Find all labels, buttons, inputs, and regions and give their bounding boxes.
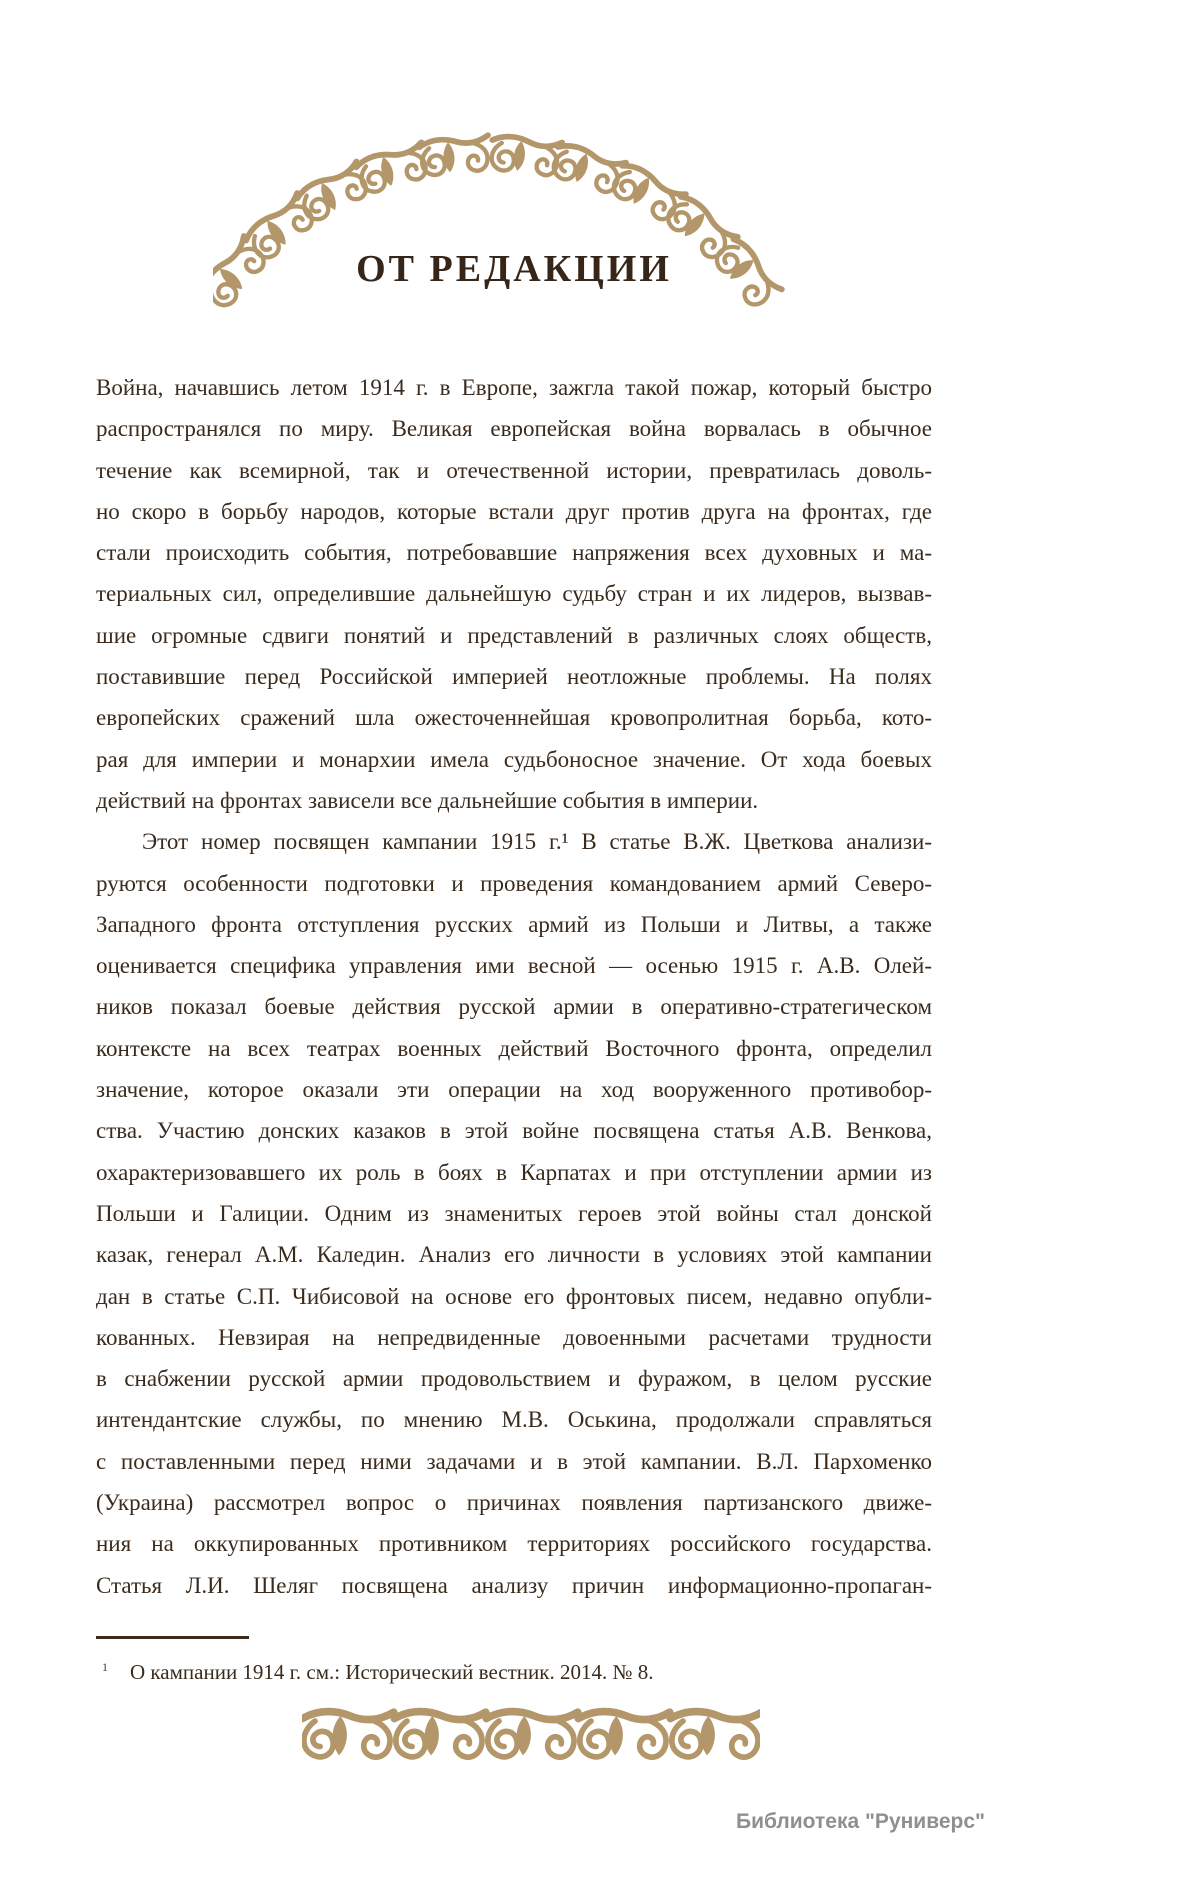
text-line: Польши и Галиции. Одним из знаменитых героев этой войны стал донской <box>96 1200 932 1226</box>
text-line: ства. Участию донских казаков в этой войне посвящена статья А.В. Венкова, <box>96 1118 932 1144</box>
text-line: (Украина) рассмотрел вопрос о причинах появления партизанского движе- <box>96 1490 932 1516</box>
text-line: интендантские службы, по мнению М.В. Оськина, продолжали справляться <box>96 1407 932 1433</box>
text-line: руются особенности подготовки и проведения командованием армий Северо- <box>96 870 932 896</box>
text-line: Этот номер посвящен кампании 1915 г.¹ В статье В.Ж. Цветкова анализи- <box>142 829 932 855</box>
watermark: Библиотека "Руниверс" <box>735 1810 985 1833</box>
text-line: Западного фронта отступления русских армий из Польши и Литвы, а также <box>96 911 932 937</box>
text-line: значение, которое оказали эти операции на ход вооруженного противобор- <box>96 1077 932 1103</box>
text-line: ния на оккупированных противником территориях российского государства. <box>96 1531 932 1557</box>
text-line: распространялся по миру. Великая европейская война ворвалась в обычное <box>96 416 932 442</box>
scrollwork-band-icon <box>302 1706 760 1766</box>
footnote <box>96 1652 932 1687</box>
text-line: поставившие перед Российской империей неотложные проблемы. На полях <box>96 664 932 690</box>
text-line: шие огромные сдвиги понятий и представлений в различных слоях обществ, <box>96 622 932 648</box>
bottom-ornament <box>302 1706 760 1766</box>
page-title: ОТ РЕДАКЦИИ <box>356 248 672 290</box>
text-line: течение как всемирной, так и отечественной истории, превратилась доволь- <box>96 457 932 483</box>
text-line: контексте на всех театрах военных действий Восточного фронта, определил <box>96 1035 932 1061</box>
text-line: териальных сил, определившие дальнейшую судьбу стран и их лидеров, вызвав- <box>96 581 932 607</box>
text-line: с поставленными перед ними задачами и в этой кампании. В.Л. Пархоменко <box>96 1448 932 1474</box>
text-line: рая для империи и монархии имела судьбоносное значение. От хода боевых <box>96 746 932 772</box>
text-line: в снабжении русской армии продовольствием и фуражом, в целом русские <box>96 1366 932 1392</box>
text-line: дан в статье С.П. Чибисовой на основе его фронтовых писем, недавно опубли- <box>96 1283 932 1309</box>
text-line: но скоро в борьбу народов, которые встали друг против друга на фронтах, где <box>96 498 932 524</box>
text-line: европейских сражений шла ожесточеннейшая кровопролитная борьба, кото- <box>96 705 932 731</box>
text-line: охарактеризовавшего их роль в боях в Карпатах и при отступлении армии из <box>96 1159 932 1185</box>
footnote-divider <box>96 1636 249 1639</box>
text-line: ников показал боевые действия русской армии в оперативно-стратегическом <box>96 994 932 1020</box>
text-line: действий на фронтах зависели все дальнейшие события в империи. <box>96 787 759 813</box>
text-line: кованных. Невзирая на непредвиденные довоенными расчетами трудности <box>96 1324 932 1350</box>
body-text <box>96 367 932 1606</box>
text-line: Статья Л.И. Шеляг посвящена анализу причин информационно-пропаган- <box>96 1572 932 1598</box>
text-line: казак, генерал А.М. Каледин. Анализ его личности в условиях этой кампании <box>96 1242 932 1268</box>
footnote-marker: 1 <box>102 1660 108 1674</box>
footnote-text: О кампании 1914 г. см.: Исторический вестник. 2014. № 8. <box>130 1660 654 1684</box>
text-line: оценивается специфика управления ими весной — осенью 1915 г. А.В. Олей- <box>96 953 932 979</box>
text-line: Война, начавшись летом 1914 г. в Европе, зажгла такой пожар, который быстро <box>96 375 932 400</box>
text-line: стали происходить события, потребовавшие напряжения всех духовных и ма- <box>96 540 932 566</box>
